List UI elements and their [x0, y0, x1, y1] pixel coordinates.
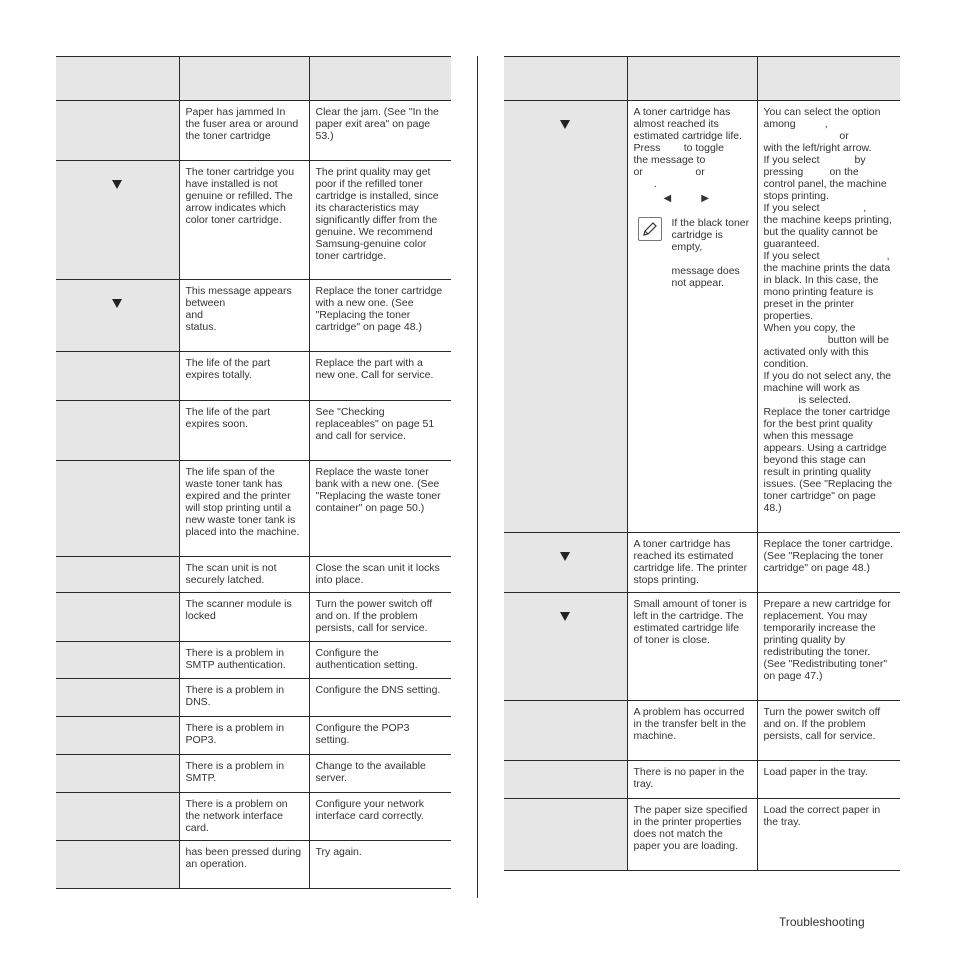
sol-text: , — [886, 250, 890, 262]
solution-cell: Configure the authentication setting. — [309, 642, 451, 679]
sol-text: If you select — [763, 202, 820, 214]
solution-cell: Change to the available server. — [309, 755, 451, 793]
sol-text: , — [824, 118, 828, 130]
sol-text: When you copy, the — [763, 322, 856, 334]
message-cell — [504, 593, 627, 701]
note-text: If the black toner cartridge is empty, — [671, 217, 750, 253]
solution-cell: Load the correct paper in the tray. — [757, 799, 900, 871]
table-row — [56, 717, 451, 755]
meaning-cell: The toner cartridge you have installed is not genuine or refilled. The arrow indicates which color toner cartridge. — [179, 161, 309, 280]
table-row — [56, 461, 451, 557]
left-table — [56, 56, 451, 889]
solution-cell: Close the scan unit it locks into place. — [309, 557, 451, 593]
message-cell — [56, 352, 179, 401]
down-arrow-icon — [112, 180, 122, 189]
meaning-cell: There is no paper in the tray. — [627, 761, 757, 799]
meaning-cell: A problem has occurred in the transfer belt in the machine. — [627, 701, 757, 761]
message-cell — [504, 799, 627, 871]
sol-text: or — [839, 130, 849, 142]
down-arrow-icon — [112, 299, 122, 308]
column-divider — [477, 56, 478, 898]
note — [634, 217, 751, 289]
table-row — [56, 101, 451, 161]
message-to-text: the message to — [633, 154, 706, 166]
table-row — [504, 593, 900, 701]
table-row — [56, 679, 451, 717]
solution-cell: Clear the jam. (See "In the paper exit area" on page 53.) — [309, 101, 451, 161]
table-row — [56, 557, 451, 593]
table-row — [56, 161, 451, 280]
meaning-cell: The life span of the waste toner tank has expired and the printer will stop printing until a new waste toner tank is placed into the machine. — [179, 461, 309, 557]
meaning-cell: There is a problem in SMTP. — [179, 755, 309, 793]
meaning-cell: This message appears between and status. — [179, 280, 309, 352]
meaning-cell: has been pressed during an operation. — [179, 841, 309, 889]
solution-cell: Replace the waste toner bank with a new one. (See "Replacing the waste toner container" on page 50.) — [309, 461, 451, 557]
table-row — [56, 841, 451, 889]
solution-cell: Replace the part with a new one. Call for service. — [309, 352, 451, 401]
sol-text: pressing — [763, 166, 804, 178]
meaning-cell — [627, 101, 757, 533]
message-cell — [56, 593, 179, 642]
sol-text: If you select — [763, 250, 820, 262]
page-footer: Troubleshooting — [779, 915, 865, 929]
meaning-cell: The scanner module is locked — [179, 593, 309, 642]
meaning-cell: The scan unit is not securely latched. — [179, 557, 309, 593]
solution-cell: Prepare a new cartridge for replacement. You may temporarily increase the printing quality by redistributing the toner. (See "Redistributing toner" on page 47.) — [757, 593, 900, 701]
sol-text: the machine prints the data in black. In this case, the mono printing feature is preset in the printer properties. — [763, 262, 891, 322]
meaning-cell: Paper has jammed In the fuser area or around the toner cartridge — [179, 101, 309, 161]
header-meaning — [179, 57, 309, 101]
cause-text: A toner cartridge has almost reached its estimated cartridge life. — [633, 106, 743, 142]
meaning-cell: There is a problem in DNS. — [179, 679, 309, 717]
sol-text: with the left/right arrow. — [763, 142, 872, 154]
press-text: Press — [633, 142, 661, 154]
table-row — [504, 701, 900, 761]
sol-text: You can select the option among — [763, 106, 881, 130]
message-cell — [56, 401, 179, 461]
table-row — [56, 593, 451, 642]
table-row — [56, 793, 451, 841]
table-row — [56, 352, 451, 401]
toggle-text: to toggle — [683, 142, 724, 154]
or-text-2: or — [695, 166, 705, 178]
table-header — [56, 57, 451, 101]
message-cell — [504, 701, 627, 761]
message-cell — [56, 717, 179, 755]
solution-cell — [757, 101, 900, 533]
solution-cell: Configure your network interface card correctly. — [309, 793, 451, 841]
sol-text: by — [854, 154, 866, 166]
table-row — [56, 401, 451, 461]
message-cell — [504, 533, 627, 593]
meaning-cell: There is a problem on the network interface card. — [179, 793, 309, 841]
down-arrow-icon — [560, 612, 570, 621]
message-cell — [56, 161, 179, 280]
message-cell — [56, 793, 179, 841]
note-text-2: message does not appear. — [671, 265, 740, 289]
table-header — [504, 57, 900, 101]
message-cell — [56, 280, 179, 352]
right-table — [504, 56, 900, 871]
meaning-cell: The life of the part expires totally. — [179, 352, 309, 401]
left-arrow-icon: ◀ — [663, 193, 672, 204]
sol-text: is selected. — [798, 394, 852, 406]
solution-cell: Replace the toner cartridge with a new one. (See "Replacing the toner cartridge" on page 48.) — [309, 280, 451, 352]
table-row — [56, 280, 451, 352]
sol-text: If you select — [763, 154, 820, 166]
sol-text: on the — [829, 166, 859, 178]
message-cell — [56, 101, 179, 161]
down-arrow-icon — [560, 120, 570, 129]
message-cell — [56, 461, 179, 557]
meaning-cell: There is a problem in SMTP authentication. — [179, 642, 309, 679]
header-message — [504, 57, 627, 101]
meaning-cell: The life of the part expires soon. — [179, 401, 309, 461]
table-row — [504, 799, 900, 871]
sol-text: control panel, the machine stops printing. — [763, 178, 887, 202]
solution-cell: Configure the POP3 setting. — [309, 717, 451, 755]
down-arrow-icon — [560, 552, 570, 561]
period-text: . — [653, 178, 657, 190]
table-row — [56, 755, 451, 793]
or-text: or — [633, 166, 643, 178]
table-row — [504, 761, 900, 799]
solution-cell: See "Checking replaceables" on page 51 and call for service. — [309, 401, 451, 461]
header-solution — [309, 57, 451, 101]
message-cell — [56, 642, 179, 679]
header-solution — [757, 57, 900, 101]
message-cell — [56, 679, 179, 717]
message-cell — [504, 761, 627, 799]
solution-cell: The print quality may get poor if the refilled toner cartridge is installed, since its characteristics may significantly differ from the genuine. We recommend Samsung-genuine color toner cartridge. — [309, 161, 451, 280]
message-cell — [504, 101, 627, 533]
meaning-cell: There is a problem in POP3. — [179, 717, 309, 755]
table-row — [504, 101, 900, 533]
sol-text: If you do not select any, the machine will work as — [763, 370, 892, 394]
header-message — [56, 57, 179, 101]
header-meaning — [627, 57, 757, 101]
note-pencil-icon — [638, 217, 662, 241]
solution-cell: Configure the DNS setting. — [309, 679, 451, 717]
meaning-cell: The paper size specified in the printer properties does not match the paper you are loading. — [627, 799, 757, 871]
sol-text: Replace the toner cartridge for the best print quality when this message appears. Using a cartridge beyond this stage can result in printing quality issues. (See "Replacing the toner cartridge" on page 48.) — [763, 406, 893, 514]
table-row — [504, 533, 900, 593]
right-arrow-icon: ▶ — [701, 193, 709, 204]
solution-cell: Try again. — [309, 841, 451, 889]
solution-cell: Load paper in the tray. — [757, 761, 900, 799]
table-row — [56, 642, 451, 679]
meaning-cell: A toner cartridge has reached its estimated cartridge life. The printer stops printing. — [627, 533, 757, 593]
solution-cell: Turn the power switch off and on. If the problem persists, call for service. — [757, 701, 900, 761]
message-cell — [56, 841, 179, 889]
sol-text: button will be activated only with this condition. — [763, 334, 889, 370]
meaning-cell: Small amount of toner is left in the cartridge. The estimated cartridge life of toner is close. — [627, 593, 757, 701]
message-cell — [56, 557, 179, 593]
sol-text: the machine keeps printing, but the quality cannot be guaranteed. — [763, 214, 892, 250]
sol-text: , — [863, 202, 867, 214]
message-cell — [56, 755, 179, 793]
solution-cell: Turn the power switch off and on. If the problem persists, call for service. — [309, 593, 451, 642]
arrow-keys — [634, 192, 751, 205]
solution-cell: Replace the toner cartridge. (See "Replacing the toner cartridge" on page 48.) — [757, 533, 900, 593]
